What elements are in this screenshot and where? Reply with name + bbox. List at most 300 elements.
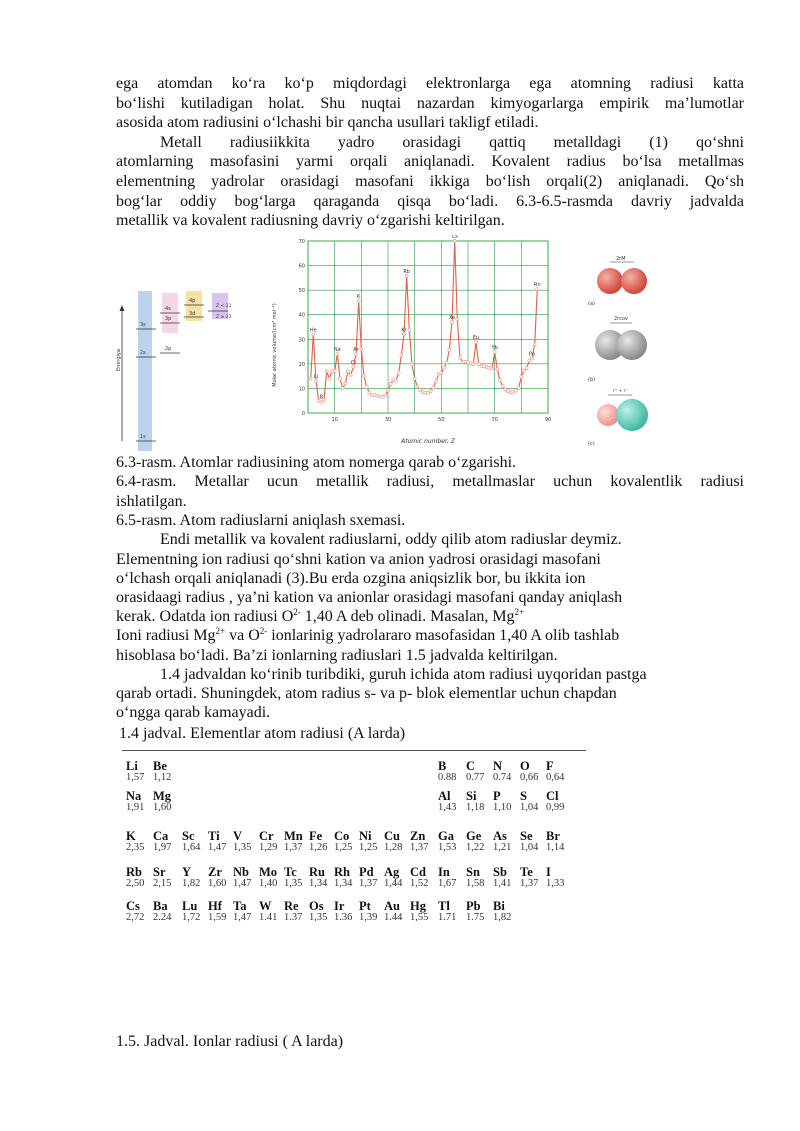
element-symbol: K [126,829,136,843]
element-radius-value: 0,64 [546,772,565,783]
element-cell [309,830,335,854]
chart-data-point [445,361,448,364]
chart-x-tick-label: 10 [331,416,338,423]
element-radius-value: 2,50 [126,878,145,889]
chart-x-tick-label: 50 [438,416,445,423]
chart-data-point [517,386,520,389]
element-cell [410,866,436,890]
element-symbol: Rb [126,865,142,879]
element-cell [520,760,546,784]
element-cell [126,790,152,814]
element-symbol: Ir [334,899,345,913]
radius-label-a: 2rM [616,255,626,262]
element-symbol: Au [384,899,400,913]
label-1s: 1s [140,433,146,440]
chart-data-point [349,373,352,376]
chart-data-point [533,342,536,345]
element-radius-value: 1,34 [334,878,353,889]
element-cell [208,900,234,924]
element-symbol: V [233,829,243,843]
radius-label-c: r⁺ + r⁻ [613,388,629,394]
element-cell [493,900,519,924]
element-symbol: B [438,759,447,773]
metal-atom-right [621,268,647,294]
para-5-line-2: qarab ortadi. Shuningdek, atom radius s- va p- blok elementlar uchun chapdan [116,685,617,702]
element-symbol: Br [546,829,560,843]
table-1-4-caption: 1.4 jadval. Elementlar atom radiusi (A larda) [119,725,406,743]
element-symbol: Pt [359,899,371,913]
element-cell [259,830,285,854]
element-cell [466,866,492,890]
element-symbol: Ti [208,829,220,843]
caption-fig-6-3: 6.3-rasm. Atomlar radiusining atom nomerga qarab oʻzgarishi. [116,453,517,471]
element-cell [208,830,234,854]
element-radius-value: 1,37 [284,842,303,853]
element-radius-value: 1,40 [259,878,278,889]
chart-data-point [525,366,528,369]
element-radius-value: 1,33 [546,878,565,889]
element-symbol: C [466,759,476,773]
element-radius-value: 2,15 [153,878,172,889]
element-symbol: Tl [438,899,450,913]
chart-y-tick-label: 40 [298,312,305,319]
element-cell [546,866,572,890]
text-segment: kerak. Odatda ion radiusi O [116,608,294,626]
chart-data-point [328,377,331,380]
element-cell [208,866,234,890]
table-1-5-caption: 1.5. Jadval. Ionlar radiusi ( A larda) [116,1033,344,1050]
element-symbol: Cr [259,829,274,843]
chart-data-point [368,391,371,394]
element-symbol: As [493,829,507,843]
element-symbol: P [493,789,501,803]
chart-data-point [411,363,414,366]
element-cell [126,830,152,854]
chart-y-tick-label: 10 [298,386,305,393]
element-symbol: Cd [410,865,426,879]
superscript-o-charge: 2- [293,607,301,618]
para-4-line-3: orasidaagi radius , yaʼni kation va anionlar orasidagi masofani qanday aniqlash [116,588,623,606]
chart-data-point [333,369,336,372]
element-symbol: Tc [284,865,297,879]
chart-element-label: Xe [448,314,456,321]
chart-data-point [347,369,350,372]
chart-element-label: Cl [350,359,356,366]
element-radius-value: 1,60 [208,878,227,889]
label-4s: 4s [165,305,171,312]
element-radius-value: 1,25 [334,842,353,853]
element-radius-value: 1,35 [284,878,303,889]
label-3s: 3s [140,321,146,328]
element-radius-value: 1,14 [546,842,565,853]
element-cell [153,900,179,924]
element-radius-value: 1,37 [520,878,539,889]
element-symbol: W [259,899,272,913]
chart-element-label: Yb [491,344,498,351]
element-cell [334,866,360,890]
element-radius-value: 2,35 [126,842,145,853]
element-symbol: S [520,789,527,803]
element-cell [493,830,519,854]
table-top-rule [122,750,586,751]
element-cell [466,900,492,924]
element-radius-value: 1,12 [153,772,172,783]
element-radius-value: 1,28 [384,842,403,853]
element-radius-value: 1,10 [493,802,512,813]
superscript-o-charge: 2- [259,626,268,637]
para-4-line-2: oʻlchash orqali aniqlanadi (3).Bu erda ozgina aniqsizlik bor, bu ikkita ion [116,569,586,587]
element-radius-value: 1,72 [182,912,201,923]
atomic-radius-table [116,750,586,922]
element-cell [493,790,519,814]
chart-y-tick-label: 0 [301,410,305,417]
chart-data-point [528,359,531,362]
energy-band-s [138,291,152,451]
chart-data-point [515,389,518,392]
superscript-mg-charge: 2+ [514,607,525,618]
element-cell [466,830,492,854]
element-radius-value: 1,41 [493,878,512,889]
radius-label-b: 2rcov [614,315,628,322]
energy-axis-arrow [120,305,125,311]
chart-data-point [397,371,400,374]
para-2-line-4: bogʻlar oddiy bogʻlarga qaraganda qisqa boʻladi. 6.3-6.5-rasmda davriy jadvalda [116,192,744,210]
chart-data-point [523,369,526,372]
element-symbol: I [546,865,551,879]
para-2-line-1: Metall radiusiikkita yadro orasidagi qattiq metalldagi (1) qoʻshni [160,133,744,151]
element-cell [233,830,259,854]
element-radius-value: 1,37 [410,842,429,853]
element-cell [359,900,385,924]
body-section-2 [116,530,744,722]
para-4-line-6: hisoblasa boʻladi. Baʼzi ionlarning radiuslari 1.5 jadvalda keltirilgan. [116,646,558,664]
chart-data-point [432,386,435,389]
element-cell [493,760,519,784]
element-symbol: Zr [208,865,222,879]
chart-data-point [413,377,416,380]
element-symbol: Ni [359,829,372,843]
chart-y-tick-label: 60 [298,263,305,270]
element-symbol: Y [182,865,192,879]
chart-data-point [472,362,475,365]
element-cell [438,900,464,924]
metal-atom-left [597,268,623,294]
element-cell [309,900,335,924]
para-3: Endi metallik va kovalent radiuslarni, oddy qilib atom radiuslar deymiz. [160,531,622,549]
element-cell [182,900,208,924]
element-radius-value: 1,39 [359,912,378,923]
chart-element-label: Po [529,351,535,358]
covalent-atom-right [617,330,647,360]
chart-data-point [443,366,446,369]
element-cell [466,760,492,784]
chart-data-point [456,317,459,320]
chart-data-point [459,356,462,359]
element-cell [410,830,436,854]
chart-element-label: He [309,327,317,334]
element-cell [546,760,572,784]
note-z-ge-21: Z ≥ 21 [216,314,232,320]
element-radius-value: 1.36 [334,912,353,923]
element-cell [153,866,179,890]
element-radius-value: 0,66 [520,772,539,783]
element-cell [153,760,179,784]
element-radius-value: 1,04 [520,842,539,853]
para-4-line-5 [116,626,744,645]
chart-y-tick-label: 20 [298,361,305,368]
element-radius-value: 1,57 [126,772,145,783]
chart-series-line [311,241,538,402]
para-1-line-2: boʻlishi kutiladigan holat. Shu nuqtai nazardan kimyogarlarga empirik maʼlumotlar [116,94,744,112]
element-symbol: Te [520,865,533,879]
chart-data-point [499,378,502,381]
element-cell [520,790,546,814]
element-radius-value: 0.74 [493,772,512,783]
element-radius-value: 0,99 [546,802,565,813]
chart-element-label: Kr [401,327,407,334]
element-cell [520,830,546,854]
figure-captions [116,453,744,531]
element-radius-value: 1,04 [520,802,539,813]
element-radius-value: 1,35 [309,912,328,923]
element-symbol: Sn [466,865,480,879]
element-symbol: Ba [153,899,168,913]
element-radius-value: 1,25 [359,842,378,853]
label-4p: 4p [189,297,196,304]
element-symbol: Ag [384,865,400,879]
element-cell [153,830,179,854]
chart-data-point [365,385,368,388]
chart-data-point [325,369,328,372]
superscript-mg-charge: 2+ [215,626,226,637]
element-radius-value: 1.75 [466,912,485,923]
element-cell [410,900,436,924]
element-radius-value: 1,53 [438,842,457,853]
element-radius-value: 1,35 [233,842,252,853]
element-symbol: Se [520,829,533,843]
element-cell [182,830,208,854]
element-cell [259,900,285,924]
element-radius-value: 2.24 [153,912,172,923]
element-radius-value: 1,26 [309,842,328,853]
element-radius-value: 1.44 [384,912,403,923]
para-2-line-3: elementning yadrolar orasidagi masofani ikkiga boʻlish orqali(2) aniqlanadi. Qoʻsh [116,172,744,190]
chart-y-tick-label: 70 [298,238,305,245]
chart-y-tick-label: 50 [298,287,305,294]
element-cell [284,830,310,854]
chart-data-point [400,354,403,357]
element-radius-value: 1,18 [466,802,485,813]
caption-fig-6-5: 6.5-rasm. Atom radiuslarni aniqlash sxemasi. [116,511,406,529]
element-radius-value: 1,67 [438,878,457,889]
element-cell [359,866,385,890]
text-segment: 1,40 A deb olinadi. Masalan, Mg [300,608,515,626]
element-radius-value: 1.37 [284,912,303,923]
element-symbol: Ge [466,829,482,843]
element-symbol: Ca [153,829,169,843]
chart-data-point [448,348,451,351]
element-cell [334,900,360,924]
element-radius-value: 0.88 [438,772,457,783]
chart-data-point [339,377,342,380]
element-radius-value: 1,44 [384,878,403,889]
page-body [116,74,744,922]
chart-data-point [491,367,494,370]
element-cell [284,900,310,924]
para-2-line-2: atomlarning masofasini yarmi orqali aniqlanadi. Kovalent radius boʻlsa metallmas [116,153,744,171]
element-cell [233,900,259,924]
element-radius-value: 1,82 [182,878,201,889]
element-symbol: Cl [546,789,559,803]
element-radius-value: 1.41 [259,912,278,923]
chart-element-label: Rn [534,281,541,288]
element-symbol: Sb [493,865,507,879]
chart-data-point [419,388,422,391]
element-symbol: Cu [384,829,400,843]
chart-element-labels [310,235,541,401]
element-symbol: Ru [309,865,325,879]
note-z-lt-21: Z < 21 [216,303,232,309]
chart-data-point [384,394,387,397]
element-radius-value: 2,72 [126,912,145,923]
element-symbol: Rh [334,865,350,879]
element-symbol: Mg [153,789,172,803]
element-radius-value: 1,64 [182,842,201,853]
text-segment: va O [225,627,260,645]
element-radius-value: 1,59 [208,912,227,923]
element-radius-value: 1,29 [259,842,278,853]
chart-tick-labels [299,239,552,423]
chart-data-point [360,347,363,350]
chart-data-point [389,382,392,385]
element-symbol: Ta [233,899,247,913]
element-cell [384,866,410,890]
para-5-line-3: oʻngga qarab kamayadi. [116,704,271,722]
para-2-line-5: metallik va kovalent radiusning davriy oʻzgarishi keltirilgan. [116,212,505,230]
chart-element-label: Li [313,373,319,380]
element-cell [233,866,259,890]
chart-y-axis-label: Molar atomic volume/(cm³ mol⁻¹) [272,303,278,387]
element-symbol: Fe [309,829,323,843]
chart-curve-group [311,241,538,402]
element-radius-value: 0.77 [466,772,485,783]
element-cell [359,830,385,854]
chart-element-label: B [319,394,324,401]
element-cell [126,760,152,784]
element-symbol: Bi [493,899,505,913]
chart-data-point [309,377,312,380]
element-radius-value: 1,58 [466,878,485,889]
chart-data-point [344,382,347,385]
text-segment: ionlarinig yadrolararo masofasidan 1,40 A olib tashlab [267,627,620,645]
element-cell [438,760,464,784]
element-symbol: Pd [359,865,374,879]
element-symbol: Re [284,899,299,913]
chart-data-point [440,371,443,374]
element-symbol: Os [309,899,324,913]
element-symbol: Nb [233,865,249,879]
element-radius-value: 1,43 [438,802,457,813]
element-symbol: Be [153,759,167,773]
element-cell [334,830,360,854]
caption-fig-6-4-line-2: ishlatilgan. [116,492,187,510]
element-radius-value: 1,82 [493,912,512,923]
element-radius-value: 1,52 [410,878,429,889]
para-4-line-1: Elementning ion radiusi qoʻshni kation va anion yadrosi orasidagi masofani [116,550,601,568]
element-radius-value: 1,47 [208,842,227,853]
chart-element-label: Na [333,346,341,353]
element-symbol: F [546,759,554,773]
element-symbol: Sc [182,829,195,843]
element-cell [284,866,310,890]
element-symbol: Pb [466,899,481,913]
element-symbol: Sr [153,865,166,879]
element-cell [126,866,152,890]
panel-label-a: (a) [588,300,595,307]
atomic-volume-chart [268,235,558,447]
chart-data-point [501,384,504,387]
chart-element-label: Eu [472,334,480,341]
panel-label-c: (c) [588,440,595,447]
element-cell [384,900,410,924]
element-symbol: Na [126,789,142,803]
element-radius-value: 1,55 [410,912,429,923]
energy-level-diagram [116,291,242,451]
element-cell [546,830,572,854]
chart-x-tick-label: 70 [491,416,498,423]
atom-radius-schematic [586,255,666,451]
element-symbol: Ga [438,829,454,843]
element-radius-value: 1,91 [126,802,145,813]
element-radius-value: 1,22 [466,842,485,853]
chart-data-point [363,374,366,377]
element-cell [438,830,464,854]
element-cell [438,866,464,890]
element-symbol: Zn [410,829,426,843]
chart-data-point [520,375,523,378]
chart-x-tick-label: 90 [544,416,552,423]
element-symbol: Li [126,759,138,773]
text-segment: Ioni radiusi Mg [116,627,216,645]
element-cell [182,866,208,890]
element-symbol: Si [466,789,477,803]
element-radius-value: 1,47 [233,878,252,889]
element-symbol: Cs [126,899,140,913]
element-symbol: Mn [284,829,303,843]
chart-element-label: K [357,293,361,300]
element-radius-value: 1,60 [153,802,172,813]
element-cell [126,900,152,924]
element-symbol: Al [438,789,451,803]
chart-y-tick-label: 30 [298,337,305,344]
chart-x-axis-label: Atomic number, Z [401,437,455,445]
chart-element-label: Rb [403,268,410,275]
element-radius-value: 1,34 [309,878,328,889]
energy-axis-label: Energiya [116,348,122,371]
para-4-line-4 [116,607,744,626]
para-1-line-3: asosida atom radiusini oʻlchashi bir qancha usullari takligf etiladi. [116,114,539,132]
element-radius-value: 1.71 [438,912,457,923]
element-cell [309,866,335,890]
chart-data-point [496,368,499,371]
caption-fig-6-4-line-1: 6.4-rasm. Metallar ucun metallik radiusi, metallmaslar uchun kovalentlik radiusi [116,473,744,491]
figure-row [116,235,744,453]
element-symbol: Lu [182,899,198,913]
label-2s: 2s [140,349,146,356]
element-symbol: Mo [259,865,278,879]
chart-markers [309,239,539,403]
chart-element-label: Cs [451,234,458,240]
